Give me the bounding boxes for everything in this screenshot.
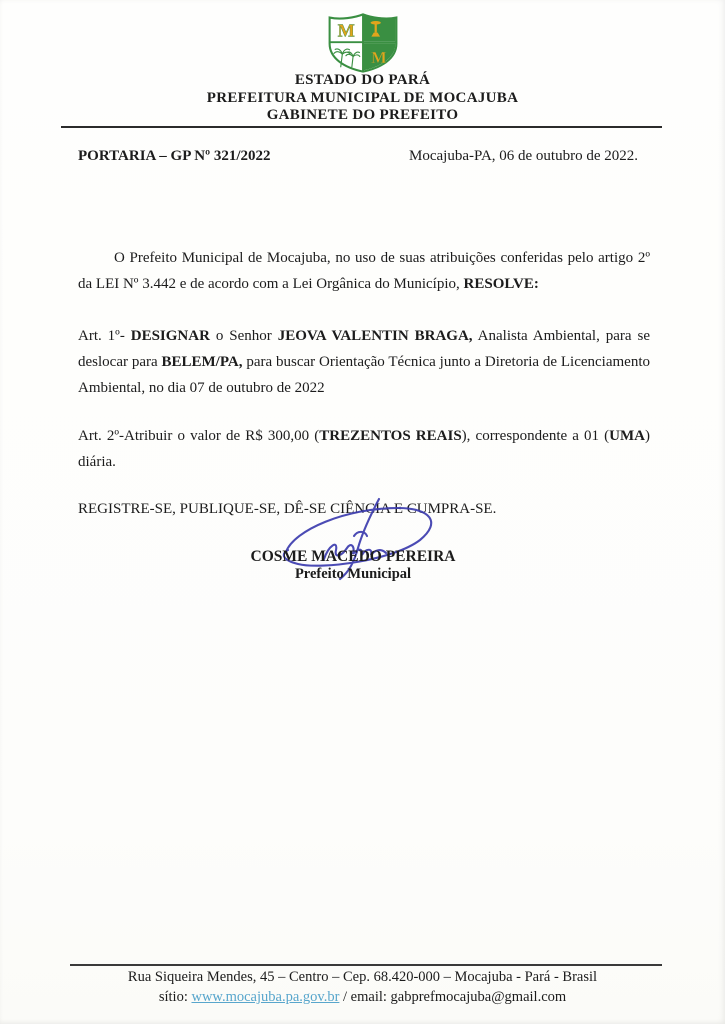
- footer-contact-line: [0, 989, 725, 1006]
- header-state: ESTADO DO PARÁ: [294, 72, 431, 88]
- signer-name: COSME MACEDO PEREIRA: [250, 548, 456, 565]
- crest-letter-top-left: M: [337, 20, 355, 41]
- header-divider: [61, 126, 662, 128]
- crest-quadrant-top-right: [363, 15, 395, 41]
- date-line: Mocajuba-PA, 06 de outubro de 2022.: [409, 148, 638, 164]
- article-1-paragraph: Art. 1º- DESIGNAR o Senhor JEOVA VALENTIN BRAGA, Analista Ambiental, para se deslocar para BELEM/PA, para buscar Orientação Técnica junto a Diretoria de Licenciamento Ambiental, no dia 07 de outubro de 2022: [78, 328, 650, 396]
- portaria-number: PORTARIA – GP Nº 321/2022: [78, 148, 271, 164]
- letterhead: [0, 72, 725, 125]
- crest-letter-bottom-right: M: [370, 47, 387, 67]
- email-text: / email: gabprefmocajuba@gmail.com: [339, 989, 567, 1005]
- article-2-paragraph: Art. 2º-Atribuir o valor de R$ 300,00 (TREZENTOS REAIS), correspondente a 01 (UMA) diária.: [78, 428, 650, 470]
- website-link[interactable]: www.mocajuba.pa.gov.br: [191, 989, 340, 1005]
- footer-address: Rua Siqueira Mendes, 45 – Centro – Cep. 68.420-000 – Mocajuba - Pará - Brasil: [127, 969, 598, 985]
- opening-paragraph: O Prefeito Municipal de Mocajuba, no uso de suas atribuições conferidas pelo artigo 2º da LEI Nº 3.442 e de acordo com a Lei Orgânica do Município, RESOLVE:: [78, 250, 650, 292]
- meta-row: [78, 148, 638, 165]
- footer-divider: [70, 964, 662, 966]
- site-label: sítio:: [158, 989, 192, 1005]
- header-office: GABINETE DO PREFEITO: [266, 107, 459, 123]
- closing-order-line: REGISTRE-SE, PUBLIQUE-SE, DÊ-SE CIÊNCIA E CUMPRA-SE.: [78, 501, 497, 517]
- signer-title: Prefeito Municipal: [294, 566, 412, 582]
- header-municipality: PREFEITURA MUNICIPAL DE MOCAJUBA: [206, 89, 519, 106]
- municipal-crest-icon: [322, 12, 404, 74]
